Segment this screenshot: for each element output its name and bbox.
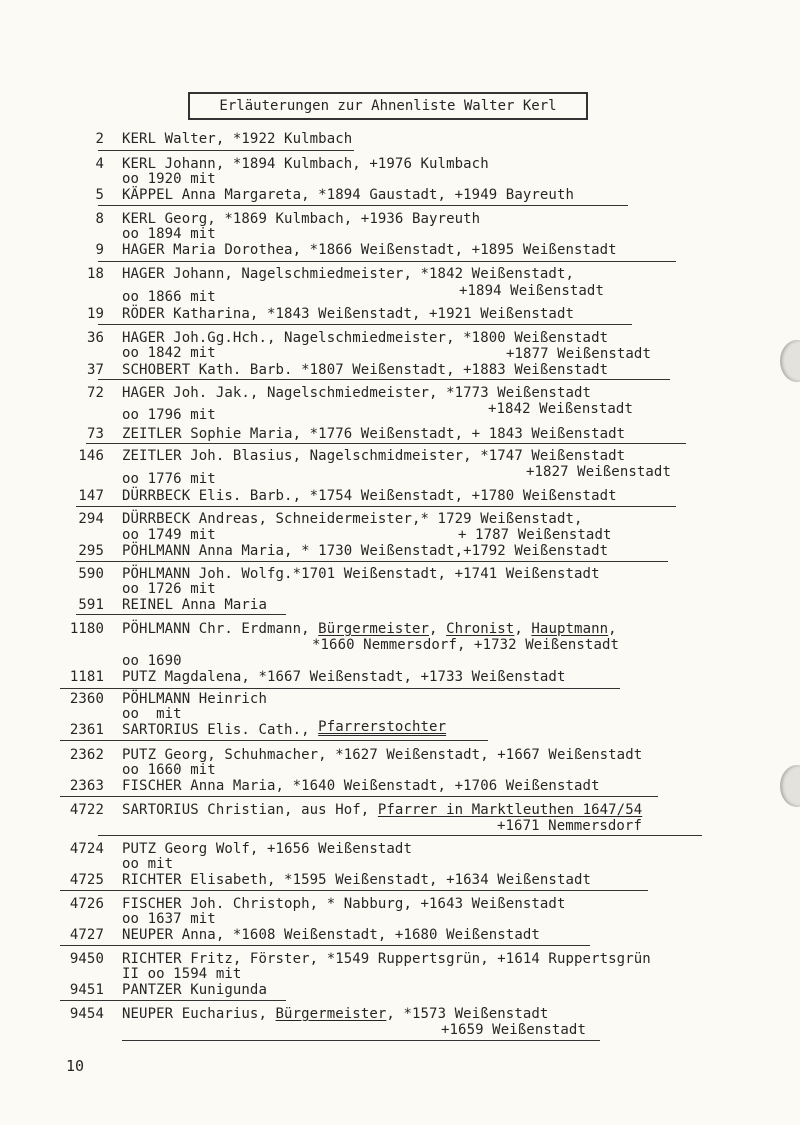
entry-line: *1660 Nemmersdorf, +1732 Weißenstadt [312, 637, 620, 653]
entry-line: +1671 Nemmersdorf [497, 818, 642, 834]
entry-number: 1181 [69, 669, 104, 685]
entry-text: SARTORIUS Elis. Cath., [122, 722, 319, 738]
entry-line: RICHTER Elisabeth, *1595 Weißenstadt, +1634 Weißenstadt [122, 872, 592, 888]
entry-text: , [429, 621, 447, 637]
entry-line: + 1787 Weißenstadt [458, 527, 612, 543]
section-rule [98, 324, 632, 325]
entry-number: 147 [78, 488, 104, 504]
entry-number: 2 [95, 131, 104, 147]
entry-number: 18 [86, 266, 104, 282]
entry-number: 295 [78, 543, 104, 559]
section-rule [76, 614, 286, 615]
entry-number: 19 [86, 306, 104, 322]
entry-line: HAGER Joh.Gg.Hch., Nagelschmiedmeister, *1800 Weißenstadt [122, 330, 609, 346]
entry-line: +1894 Weißenstadt [459, 283, 604, 299]
punch-hole [780, 765, 800, 807]
entry-number: 146 [78, 448, 104, 464]
entry-line: KERL Johann, *1894 Kulmbach, +1976 Kulmbach [122, 156, 489, 172]
entry-number: 72 [86, 385, 104, 401]
section-rule [122, 1040, 600, 1041]
occupation-underlined: Pfarrerstochter [318, 719, 447, 735]
section-rule [76, 561, 668, 562]
entry-line: +1877 Weißenstadt [506, 346, 651, 362]
entry-number: 8 [95, 211, 104, 227]
entry-line: HAGER Joh. Jak., Nagelschmiedmeister, *1773 Weißenstadt [122, 385, 592, 401]
entry-text: , [514, 621, 532, 637]
entry-line: +1842 Weißenstadt [488, 401, 633, 417]
entry-number: 9451 [69, 982, 104, 998]
entry-line: KERL Georg, *1869 Kulmbach, +1936 Bayreuth [122, 211, 481, 227]
occupation-underlined: Bürgermeister [318, 621, 430, 637]
entry-line: PUTZ Georg Wolf, +1656 Weißenstadt [122, 841, 412, 857]
entry-line: oo 1796 mit [122, 407, 216, 423]
entry-number: 36 [86, 330, 104, 346]
entry-number: 1180 [69, 621, 104, 637]
occupation-underlined: Chronist [446, 621, 515, 637]
entry-number: 9454 [69, 1006, 104, 1022]
entry-number: 5 [95, 187, 104, 203]
entry-line: PÖHLMANN Joh. Wolfg.*1701 Weißenstadt, +1741 Weißenstadt [122, 566, 600, 582]
entry-number: 4724 [69, 841, 104, 857]
entry-text: SARTORIUS Christian, aus Hof, [122, 802, 378, 818]
entry-number: 2360 [69, 691, 104, 707]
section-rule [60, 740, 488, 741]
entry-line: oo 1866 mit [122, 289, 216, 305]
page-number: 10 [66, 1057, 85, 1075]
entry-number: 2361 [69, 722, 104, 738]
entry-line: FISCHER Joh. Christoph, * Nabburg, +1643 Weißenstadt [122, 896, 566, 912]
entry-line: II oo 1594 mit [122, 966, 242, 982]
entry-line: SCHOBERT Kath. Barb. *1807 Weißenstadt, +1883 Weißenstadt [122, 362, 609, 378]
entry-line: oo 1920 mit [122, 171, 216, 187]
entry-line [122, 1006, 548, 1022]
entry-line: +1659 Weißenstadt [441, 1022, 586, 1038]
entry-number: 37 [86, 362, 104, 378]
entry-line: oo 1660 mit [122, 762, 216, 778]
section-rule [60, 688, 620, 689]
entry-line [122, 621, 617, 637]
entry-number: 2362 [69, 747, 104, 763]
entry-number: 4722 [69, 802, 104, 818]
section-rule [76, 506, 676, 507]
entry-line: oo 1690 [122, 653, 182, 669]
occupation-underlined: Bürgermeister [275, 1006, 387, 1022]
section-rule [98, 205, 628, 206]
entry-number: 4726 [69, 896, 104, 912]
entry-line: PANTZER Kunigunda [122, 982, 267, 998]
entry-line: HAGER Johann, Nagelschmiedmeister, *1842 Weißenstadt, [122, 266, 575, 282]
entry-line: HAGER Maria Dorothea, *1866 Weißenstadt, +1895 Weißenstadt [122, 242, 617, 258]
entry-text: , [608, 621, 617, 637]
entry-number: 73 [86, 426, 104, 442]
entry-number: 294 [78, 511, 104, 527]
section-rule [86, 443, 686, 444]
entry-line: ZEITLER Sophie Maria, *1776 Weißenstadt, + 1843 Weißenstadt [122, 426, 626, 442]
entry-line: oo 1637 mit [122, 911, 216, 927]
entry-line [122, 719, 447, 738]
entry-line: PÖHLMANN Heinrich [122, 691, 267, 707]
entry-line: +1827 Weißenstadt [526, 464, 671, 480]
entry-text: PÖHLMANN Chr. Erdmann, [122, 621, 319, 637]
section-rule [60, 890, 648, 891]
entry-number: 4 [95, 156, 104, 172]
entry-line: KERL Walter, *1922 Kulmbach [122, 131, 353, 147]
section-rule [98, 261, 676, 262]
entry-line: DÜRRBECK Andreas, Schneidermeister,* 1729 Weißenstadt, [122, 511, 583, 527]
entry-line: oo mit [122, 706, 182, 722]
section-rule [60, 945, 590, 946]
section-rule [60, 1000, 286, 1001]
entry-number: 590 [78, 566, 104, 582]
entry-line: RÖDER Katharina, *1843 Weißenstadt, +1921 Weißenstadt [122, 306, 575, 322]
entry-line: oo 1776 mit [122, 471, 216, 487]
entry-line: RICHTER Fritz, Förster, *1549 Ruppertsgrün, +1614 Ruppertsgrün [122, 951, 651, 967]
entry-number: 9450 [69, 951, 104, 967]
punch-hole [780, 340, 800, 382]
page-title: Erläuterungen zur Ahnenliste Walter Kerl [188, 92, 588, 120]
entry-line: PUTZ Magdalena, *1667 Weißenstadt, +1733 Weißenstadt [122, 669, 566, 685]
section-rule [98, 835, 702, 836]
entry-line: REINEL Anna Maria [122, 597, 267, 613]
entry-number: 591 [78, 597, 104, 613]
occupation-underlined: Pfarrer in Marktleuthen 1647/54 [377, 802, 643, 818]
entry-text: , *1573 Weißenstadt [386, 1006, 549, 1022]
entry-line: ZEITLER Joh. Blasius, Nagelschmidmeister, *1747 Weißenstadt [122, 448, 626, 464]
entry-number: 4725 [69, 872, 104, 888]
occupation-underlined: Hauptmann [531, 621, 609, 637]
entry-line [122, 802, 642, 818]
entry-line: KÄPPEL Anna Margareta, *1894 Gaustadt, +1949 Bayreuth [122, 187, 575, 203]
entry-number: 9 [95, 242, 104, 258]
entry-line: oo mit [122, 856, 174, 872]
entry-line: PUTZ Georg, Schuhmacher, *1627 Weißenstadt, +1667 Weißenstadt [122, 747, 643, 763]
entry-line: NEUPER Anna, *1608 Weißenstadt, +1680 Weißenstadt [122, 927, 540, 943]
section-rule [98, 150, 354, 151]
entry-text: NEUPER Eucharius, [122, 1006, 276, 1022]
section-rule [60, 796, 658, 797]
entry-number: 4727 [69, 927, 104, 943]
entry-line: DÜRRBECK Elis. Barb., *1754 Weißenstadt, +1780 Weißenstadt [122, 488, 617, 504]
section-rule [98, 379, 670, 380]
entry-line: FISCHER Anna Maria, *1640 Weißenstadt, +1706 Weißenstadt [122, 778, 600, 794]
entry-line: oo 1842 mit [122, 345, 216, 361]
entry-number: 2363 [69, 778, 104, 794]
entry-line: oo 1894 mit [122, 226, 216, 242]
entry-line: oo 1749 mit [122, 527, 216, 543]
entry-line: PÖHLMANN Anna Maria, * 1730 Weißenstadt,+1792 Weißenstadt [122, 543, 609, 559]
entry-line: oo 1726 mit [122, 581, 216, 597]
